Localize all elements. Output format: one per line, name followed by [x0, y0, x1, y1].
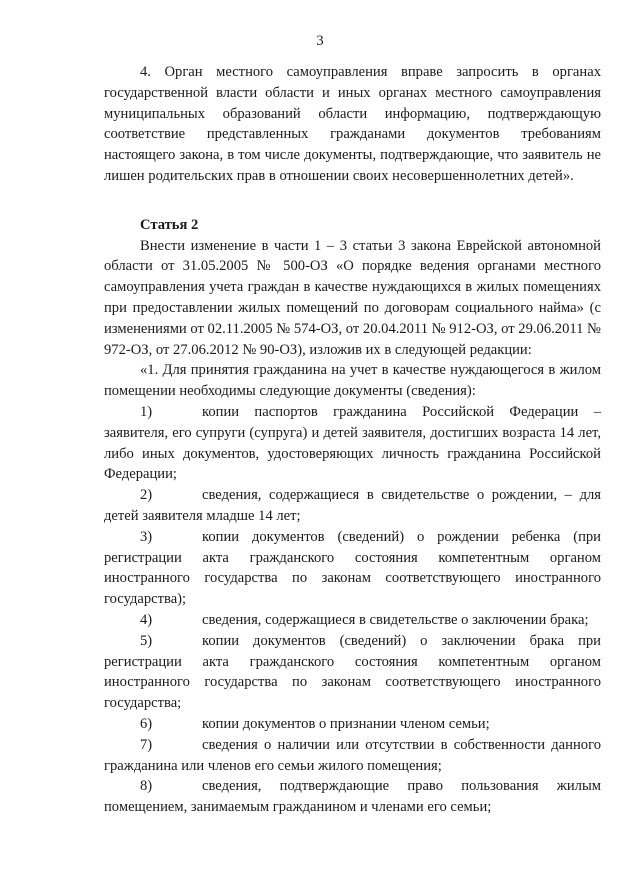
list-item-number: 3) [140, 528, 153, 545]
list-item-text: сведения, подтверждающие право пользования жилым помещением, занимаемым гражданином и членами его семьи; [104, 778, 601, 816]
list-item-number: 8) [140, 778, 153, 795]
list-item [104, 610, 601, 631]
list-item [104, 402, 601, 485]
list-item-text: сведения, содержащиеся в свидетельстве о заключении брака; [202, 611, 589, 628]
article-2-heading: Статья 2 [140, 216, 199, 233]
list-item-text: копии документов о признании членом семьи; [202, 715, 490, 732]
list-item-text: сведения о наличии или отсутствии в собственности данного гражданина или членов его семьи жилого помещения; [104, 736, 601, 774]
list-item-text: копии документов (сведений) о рождении ребенка (при регистрации акта гражданского состояния компетентным органом иностранного государства по законам соответствующего иностранного государства); [104, 528, 601, 608]
list-item-number: 1) [140, 403, 153, 420]
article-2-point-1: «1. Для принятия гражданина на учет в качестве нуждающегося в жилом помещении необходимы следующие документы (сведения): [104, 362, 601, 400]
page-number: 3 [316, 33, 324, 49]
document-body [104, 62, 601, 818]
list-item [104, 735, 601, 777]
list-item-text: сведения, содержащиеся в свидетельстве о рождении, – для детей заявителя младше 14 лет; [104, 487, 601, 524]
list-item-text: копии документов (сведений) о заключении брака при регистрации акта гражданского состояния компетентным органом иностранного государства по законам соответствующего иностранного государства; [104, 632, 601, 712]
section-4-paragraph: 4. Орган местного самоуправления вправе запросить в органах государственной власти области и иных органах местного самоуправления муниципальных образований области информацию, подтверждающую соответствие представленных гражданами документов требованиям настоящего закона, в том числе документы, подтверждающие, что заявитель не лишен родительских прав в отношении своих несовершеннолетних детей». [104, 64, 601, 184]
list-item [104, 485, 601, 527]
list-item-text: копии паспортов гражданина Российской Федерации – заявителя, его супруги (супруга) и детей заявителя, достигших возраста 14 лет, либо иных документов, удостоверяющих личность гражданина Российской Федерации; [104, 403, 601, 483]
list-item [104, 776, 601, 818]
list-item [104, 631, 601, 714]
list-item [104, 714, 601, 735]
list-item-number: 2) [140, 487, 153, 504]
list-item-number: 6) [140, 715, 153, 732]
list-item [104, 527, 601, 610]
list-item-number: 4) [140, 611, 153, 628]
article-2-intro: Внести изменение в части 1 – 3 статьи 3 закона Еврейской автономной области от 31.05.2005 № 500-ОЗ «О порядке ведения органами местного самоуправления учета граждан в качестве нуждающихся в жилых помещениях при предоставлении жилых помещений по договорам социального найма» (с изменениями от 02.11.2005 № 574-ОЗ, от 20.04.2011 № 912-ОЗ, от 29.06.2011 № 972-ОЗ, от 27.06.2012 № 90-ОЗ), изложив их в следующей редакции: [104, 237, 601, 358]
list-item-number: 5) [140, 632, 153, 649]
list-item-number: 7) [140, 736, 153, 753]
document-list [104, 402, 601, 818]
